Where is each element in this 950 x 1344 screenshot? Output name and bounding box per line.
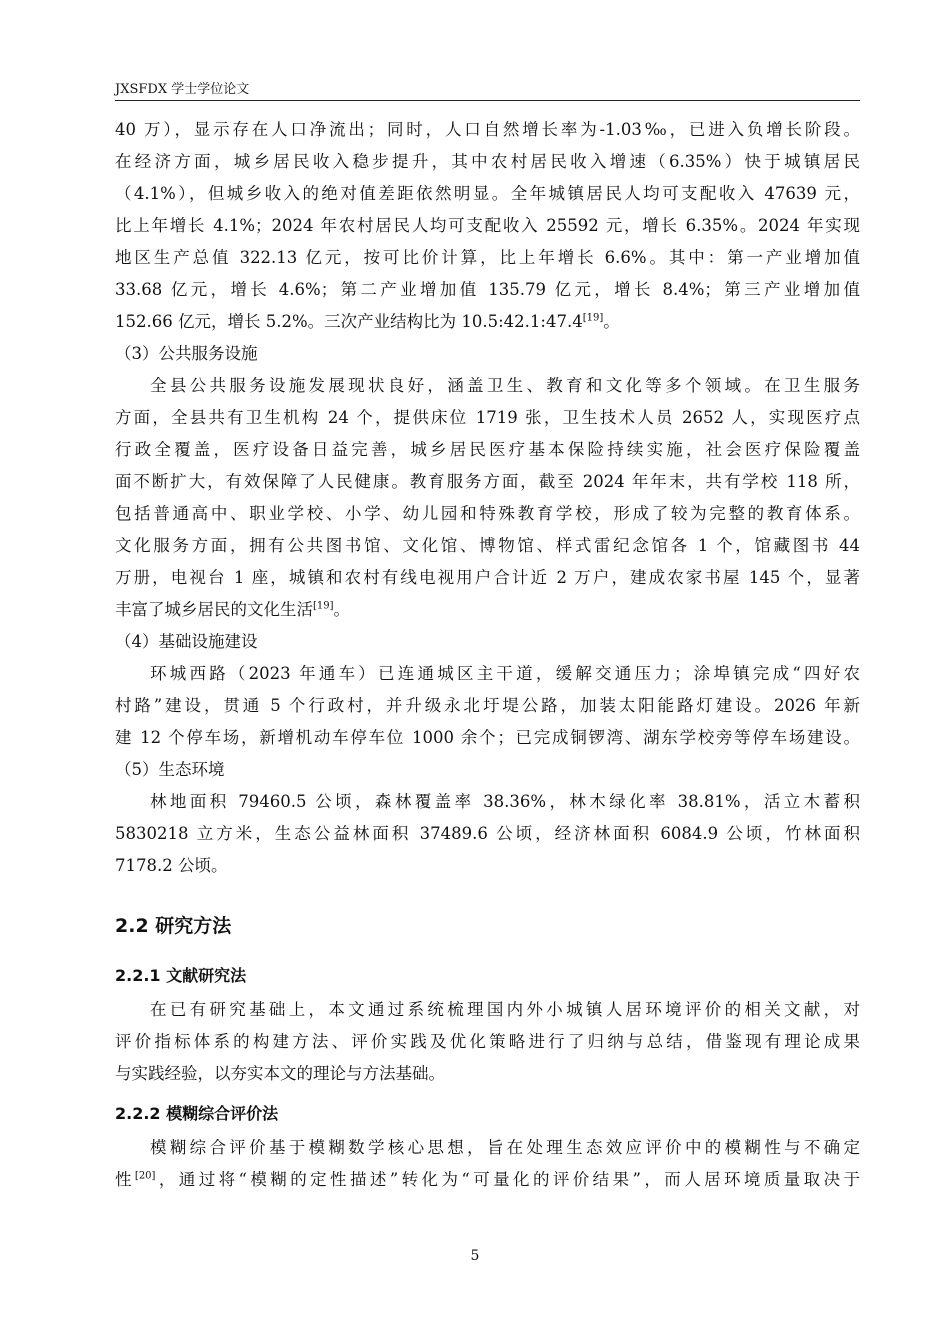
text-line: 面不断扩大，有效保障了人民健康。教育服务方面，截至 2024 年年末，共有学校 118 所，	[115, 472, 860, 491]
text-line: 在已有研究基础上，本文通过系统梳理国内外小城镇人居环境评价的相关文献，对	[150, 1000, 860, 1019]
text-span: 。	[603, 312, 620, 331]
text-line: 村路”建设，贯通 5 个行政村，并升级永北圩堤公路，加装太阳能路灯建设。2026 年新	[115, 696, 860, 715]
paragraph-ecology	[115, 786, 860, 882]
text-span: 丰富了城乡居民的文化生活	[115, 600, 313, 619]
citation: [19]	[313, 600, 334, 612]
text-line	[115, 1164, 860, 1196]
subsection-title-infrastructure: （4）基础设施建设	[115, 632, 258, 651]
text-line: 评价指标体系的构建方法、评价实践及优化策略进行了归纳与总结，借鉴现有理论成果	[115, 1032, 860, 1051]
text-line: 与实践经验，以夯实本文的理论与方法基础。	[115, 1064, 445, 1083]
citation: [19]	[582, 312, 604, 324]
paragraph-literature-method	[115, 994, 860, 1090]
text-line: 建 12 个停车场，新增机动车停车位 1000 余个；已完成铜锣湾、湖东学校旁等停车场建设。	[115, 728, 860, 747]
paragraph-public-services	[115, 370, 860, 626]
page-body	[115, 114, 860, 1196]
text-line: 环城西路（2023 年通车）已连通城区主干道，缓解交通压力；涂埠镇完成“四好农	[150, 664, 860, 683]
text-line: 方面，全县共有卫生机构 24 个，提供床位 1719 张，卫生技术人员 2652 人，实现医疗点	[115, 408, 860, 427]
text-line: 行政全覆盖，医疗设备日益完善，城乡居民医疗基本保险持续实施，社会医疗保险覆盖	[115, 440, 860, 459]
text-span: ，通过将“模糊的定性描述”转化为“可量化的评价结果”，而人居环境质量取决于	[155, 1170, 860, 1189]
text-line	[115, 594, 860, 626]
citation: [20]	[134, 1170, 156, 1182]
paragraph-economy	[115, 114, 860, 338]
text-line: 40 万），显示存在人口净流出；同时，人口自然增长率为-1.03‰，已进入负增长阶段。	[115, 120, 860, 139]
text-line: 比上年增长 4.1%；2024 年农村居民人均可支配收入 25592 元，增长 6.35%。2024 年实现	[115, 216, 860, 235]
section-heading-2-2-1: 2.2.1 文献研究法	[115, 966, 247, 985]
text-line	[115, 306, 860, 338]
section-heading-2-2: 2.2 研究方法	[115, 915, 232, 937]
text-line: 7178.2 公顷。	[115, 856, 228, 875]
running-header: JXSFDX 学士学位论文	[115, 82, 250, 97]
text-line: 在经济方面，城乡居民收入稳步提升，其中农村居民收入增速（6.35%）快于城镇居民	[115, 152, 860, 171]
subsection-title-public-services: （3）公共服务设施	[115, 344, 258, 363]
text-line: 全县公共服务设施发展现状良好，涵盖卫生、教育和文化等多个领域。在卫生服务	[150, 376, 860, 395]
text-line: 33.68 亿元，增长 4.6%；第二产业增加值 135.79 亿元，增长 8.4%；第三产业增加值	[115, 280, 860, 299]
text-line: 模糊综合评价基于模糊数学核心思想，旨在处理生态效应评价中的模糊性与不确定	[150, 1138, 860, 1157]
header-rule	[115, 100, 860, 101]
text-span: 性	[115, 1170, 135, 1189]
text-line: 林地面积 79460.5 公顷，森林覆盖率 38.36%，林木绿化率 38.81%，活立木蓄积	[150, 792, 860, 811]
paragraph-infrastructure	[115, 658, 860, 754]
text-line: （4.1%），但城乡收入的绝对值差距依然明显。全年城镇居民人均可支配收入 47639 元，	[115, 184, 860, 203]
text-line: 5830218 立方米，生态公益林面积 37489.6 公顷，经济林面积 6084.9 公顷，竹林面积	[115, 824, 860, 843]
text-line: 地区生产总值 322.13 亿元，按可比价计算，比上年增长 6.6%。其中：第一产业增加值	[115, 248, 860, 267]
text-line: 文化服务方面，拥有公共图书馆、文化馆、博物馆、样式雷纪念馆各 1 个，馆藏图书 44	[115, 536, 860, 555]
paragraph-fuzzy-method	[115, 1132, 860, 1196]
subsection-title-ecology: （5）生态环境	[115, 760, 225, 779]
text-line: 万册，电视台 1 座，城镇和农村有线电视用户合计近 2 万户，建成农家书屋 145 个，显著	[115, 568, 860, 587]
text-span: 152.66 亿元，增长 5.2%。三次产业结构比为 10.5:42.1:47.4	[115, 312, 583, 331]
text-span: 。	[333, 600, 351, 619]
text-line: 包括普通高中、职业学校、小学、幼儿园和特殊教育学校，形成了较为完整的教育体系。	[115, 504, 860, 523]
page-number: 5	[470, 1248, 480, 1264]
section-heading-2-2-2: 2.2.2 模糊综合评价法	[115, 1104, 279, 1123]
